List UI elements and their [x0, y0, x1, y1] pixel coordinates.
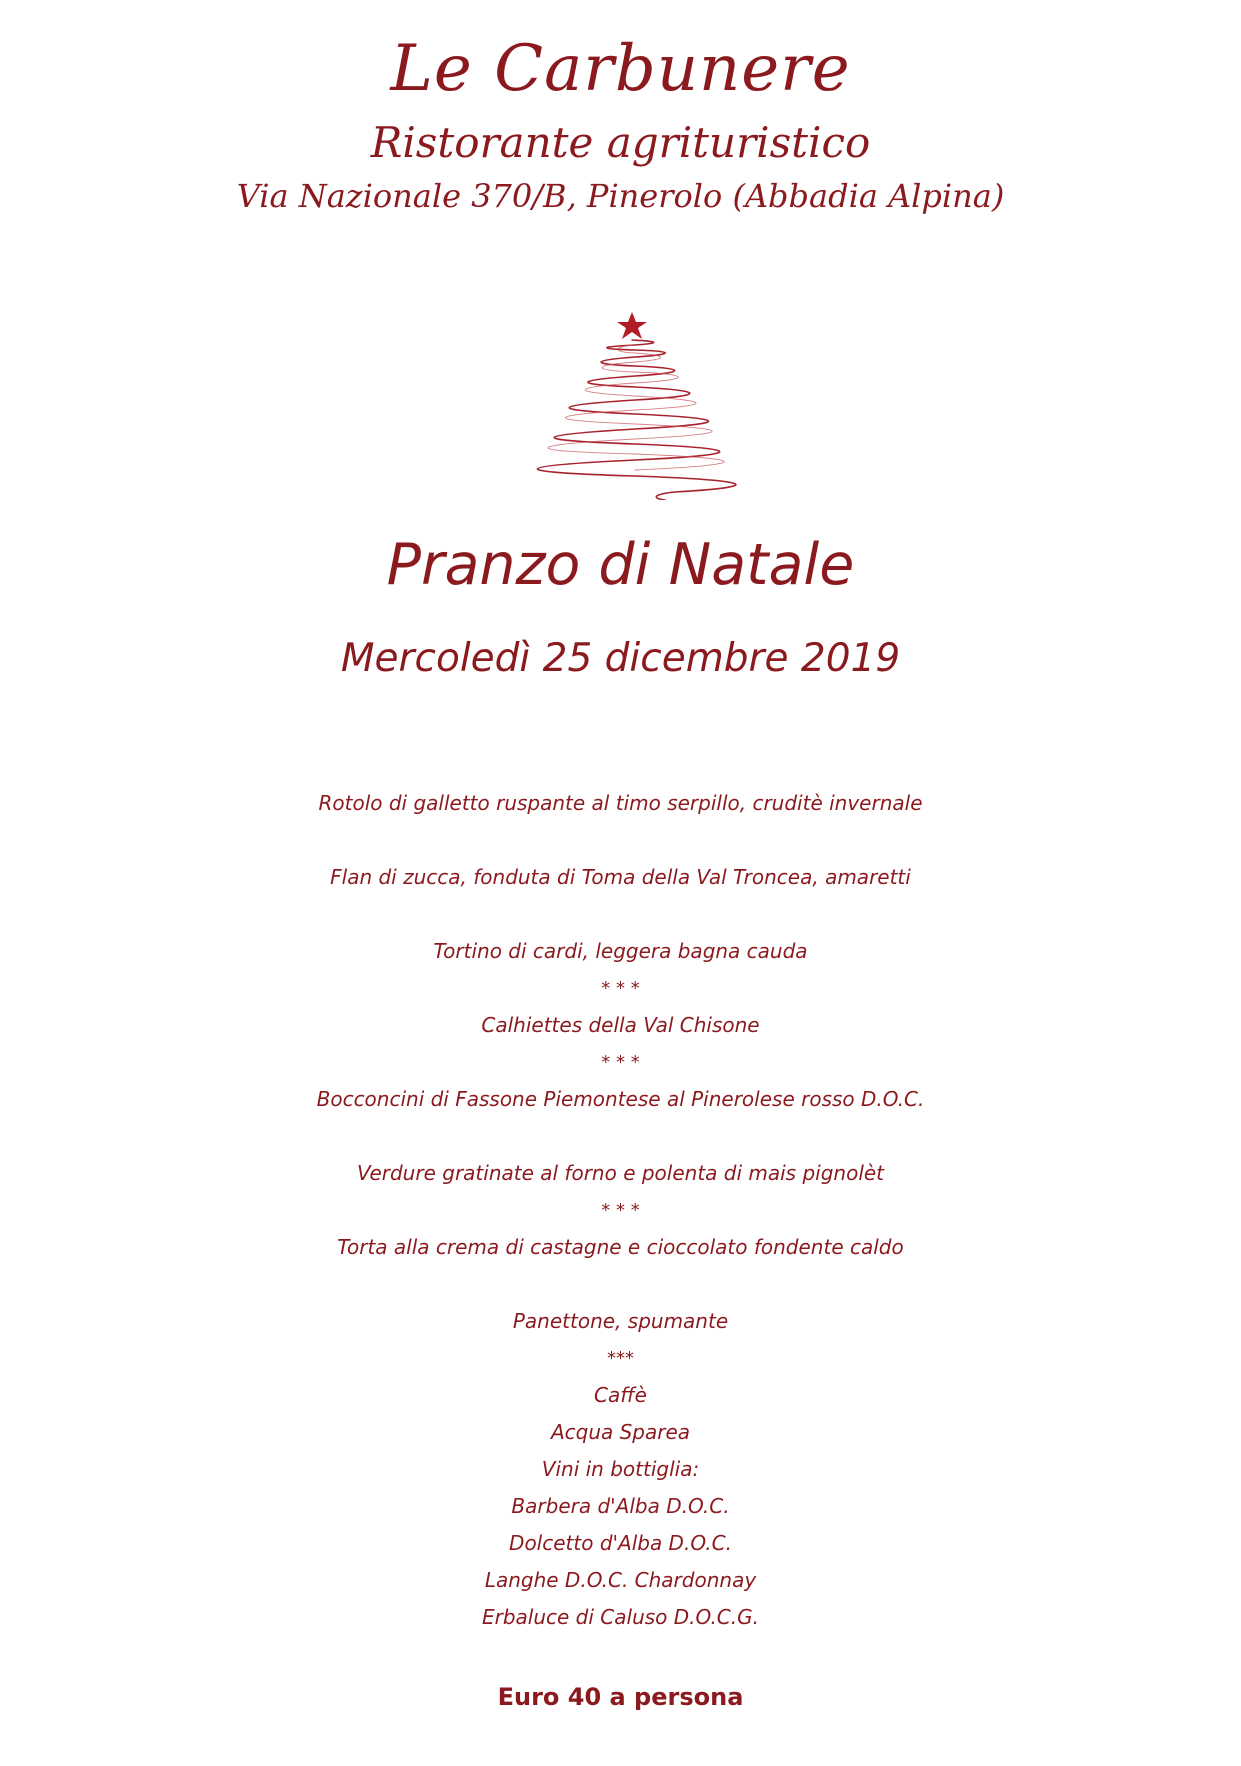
menu-item: Langhe D.O.C. Chardonnay — [484, 1568, 757, 1592]
menu-item: Verdure gratinate al forno e polenta di mais pignolèt — [356, 1161, 885, 1185]
tree-ribbon — [537, 340, 735, 500]
restaurant-type: Ristorante agrituristico — [370, 118, 871, 167]
menu-item: Panettone, spumante — [512, 1309, 729, 1333]
event-date: Mercoledì 25 dicembre 2019 — [340, 636, 901, 681]
menu-list — [0, 785, 1241, 1636]
course-separator: * * * — [601, 978, 640, 999]
menu-spacer — [0, 896, 1241, 933]
menu-spacer — [0, 822, 1241, 859]
course-separator: * * * — [601, 1200, 640, 1221]
menu-item: Tortino di cardi, leggera bagna cauda — [433, 939, 808, 963]
course-separator: * * * — [601, 1052, 640, 1073]
star-icon — [617, 312, 647, 339]
menu-item: Calhiettes della Val Chisone — [481, 1013, 760, 1037]
tree-ribbon-shadow — [548, 345, 724, 470]
price-per-person: Euro 40 a persona — [497, 1683, 744, 1711]
christmas-tree-icon — [495, 312, 770, 500]
menu-item: Vini in bottiglia: — [541, 1457, 700, 1481]
event-title: Pranzo di Natale — [386, 532, 855, 598]
menu-item: Erbaluce di Caluso D.O.C.G. — [481, 1605, 759, 1629]
course-separator: *** — [607, 1348, 634, 1369]
menu-item: Bocconcini di Fassone Piemontese al Pinerolese rosso D.O.C. — [316, 1087, 925, 1111]
menu-item: Rotolo di galletto ruspante al timo serpillo, cruditè invernale — [318, 791, 923, 815]
menu-item: Acqua Sparea — [550, 1420, 691, 1444]
restaurant-name: Le Carbunere — [390, 32, 851, 106]
restaurant-header — [0, 30, 1241, 218]
menu-item: Caffè — [594, 1383, 647, 1407]
menu-spacer — [0, 1118, 1241, 1155]
menu-spacer — [0, 1266, 1241, 1303]
menu-item: Dolcetto d'Alba D.O.C. — [509, 1531, 732, 1555]
restaurant-address: Via Nazionale 370/B, Pinerolo (Abbadia Alpina) — [236, 177, 1005, 215]
menu-item: Flan di zucca, fonduta di Toma della Val Troncea, amaretti — [330, 865, 911, 889]
menu-item: Barbera d'Alba D.O.C. — [511, 1494, 730, 1518]
menu-item: Torta alla crema di castagne e cioccolato fondente caldo — [337, 1235, 904, 1259]
